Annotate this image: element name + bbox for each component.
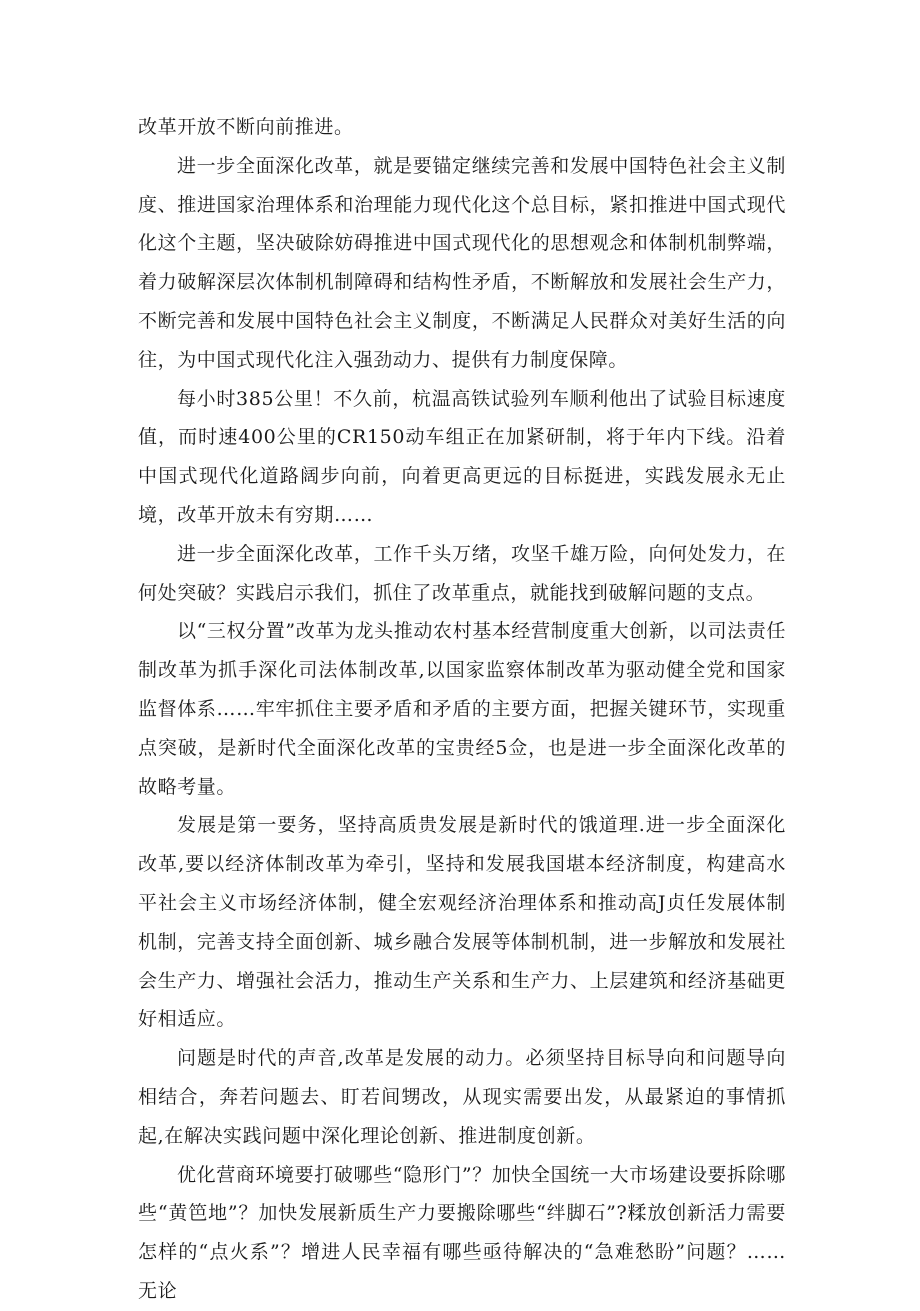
paragraph-3: 每小时385公里！不久前，杭温高铁试验列车顺利他出了试验目标速度值，而时速400公里的CR150动车组正在加紧研制，将于年内下线。沿着中国式现代化道路阔步向前，向着更高更远的目标挺进，实践发展永无止境，改革开放未有穷期…… bbox=[138, 387, 786, 526]
paragraph-6: 发展是第一要务，坚持高质贵发展是新时代的饿道理.进一步全面深化改革,要以经济体制改革为牵引，坚持和发展我国堪本经济制度，构建高水平社会主义市场经济体制，健全宏观经济治理体系和推动高J贞任发展体制机制，完善支持全面创新、城乡融合发展等体制机制，进一步解放和发展社会生产力、增强社会活力，推动生产关系和生产力、上层建筑和经济基础更好相适应。 bbox=[138, 814, 786, 1031]
paragraph-7: 问题是时代的声音,改革是发展的动力。必须坚持目标导向和问题导向相结合，奔若问题去、盯若间甥改，从现实需要出发，从最紧迫的事情抓起,在解决实践问题中深化理论创新、推进制度创新。 bbox=[138, 1047, 786, 1147]
paragraph-4: 进一步全面深化改革，工作千头万绪，攻坚千雄万险，向何处发力，在何处突破？实践启示我们，抓住了改革重点，就能找到破解问题的支点。 bbox=[138, 542, 786, 604]
paragraph-1: 改革开放不断向前推进。 bbox=[138, 116, 354, 138]
article-body bbox=[138, 108, 786, 1311]
paragraph-2: 进一步全面深化改革，就是要锚定继续完善和发展中国特色社会主义制度、推进国家治理体系和治理能力现代化这个总目标，紧扣推进中国式现代化这个主题，坚决破除妨碍推进中国式现代化的思想观念和体制机制弊端，着力破解深层次体制机制障碍和结构性矛盾，不断解放和发展社会生产力，不断完善和发展中国特色社会主义制度，不断满足人民群众对美好生活的向往，为中国式现代化注入强劲动力、提供有力制度保障。 bbox=[138, 154, 786, 371]
paragraph-5: 以“三权分置”改革为龙头推动农村基本经营制度重大创新，以司法责任制改革为抓手深化司法体制改革,以国家监察体制改革为驱动健全党和国家监督体系……牢牢抓住主要矛盾和矛盾的主要方面，把握关键环节，实现重点突破，是新时代全面深化改革的宝贵经5佥，也是进一步全面深化改革的故略考量。 bbox=[138, 620, 786, 798]
paragraph-8: 优化营商环境要打破哪些“隐形门”？加快全国统一大市场建设要拆除哪些“黄笆地”？加快发展新质生产力要搬除哪些“绊脚石”?糅放创新活力需要怎样的“点火系”？增进人民幸福有哪些亟待解决的“急难愁盼”问题？……无论 bbox=[138, 1163, 786, 1302]
